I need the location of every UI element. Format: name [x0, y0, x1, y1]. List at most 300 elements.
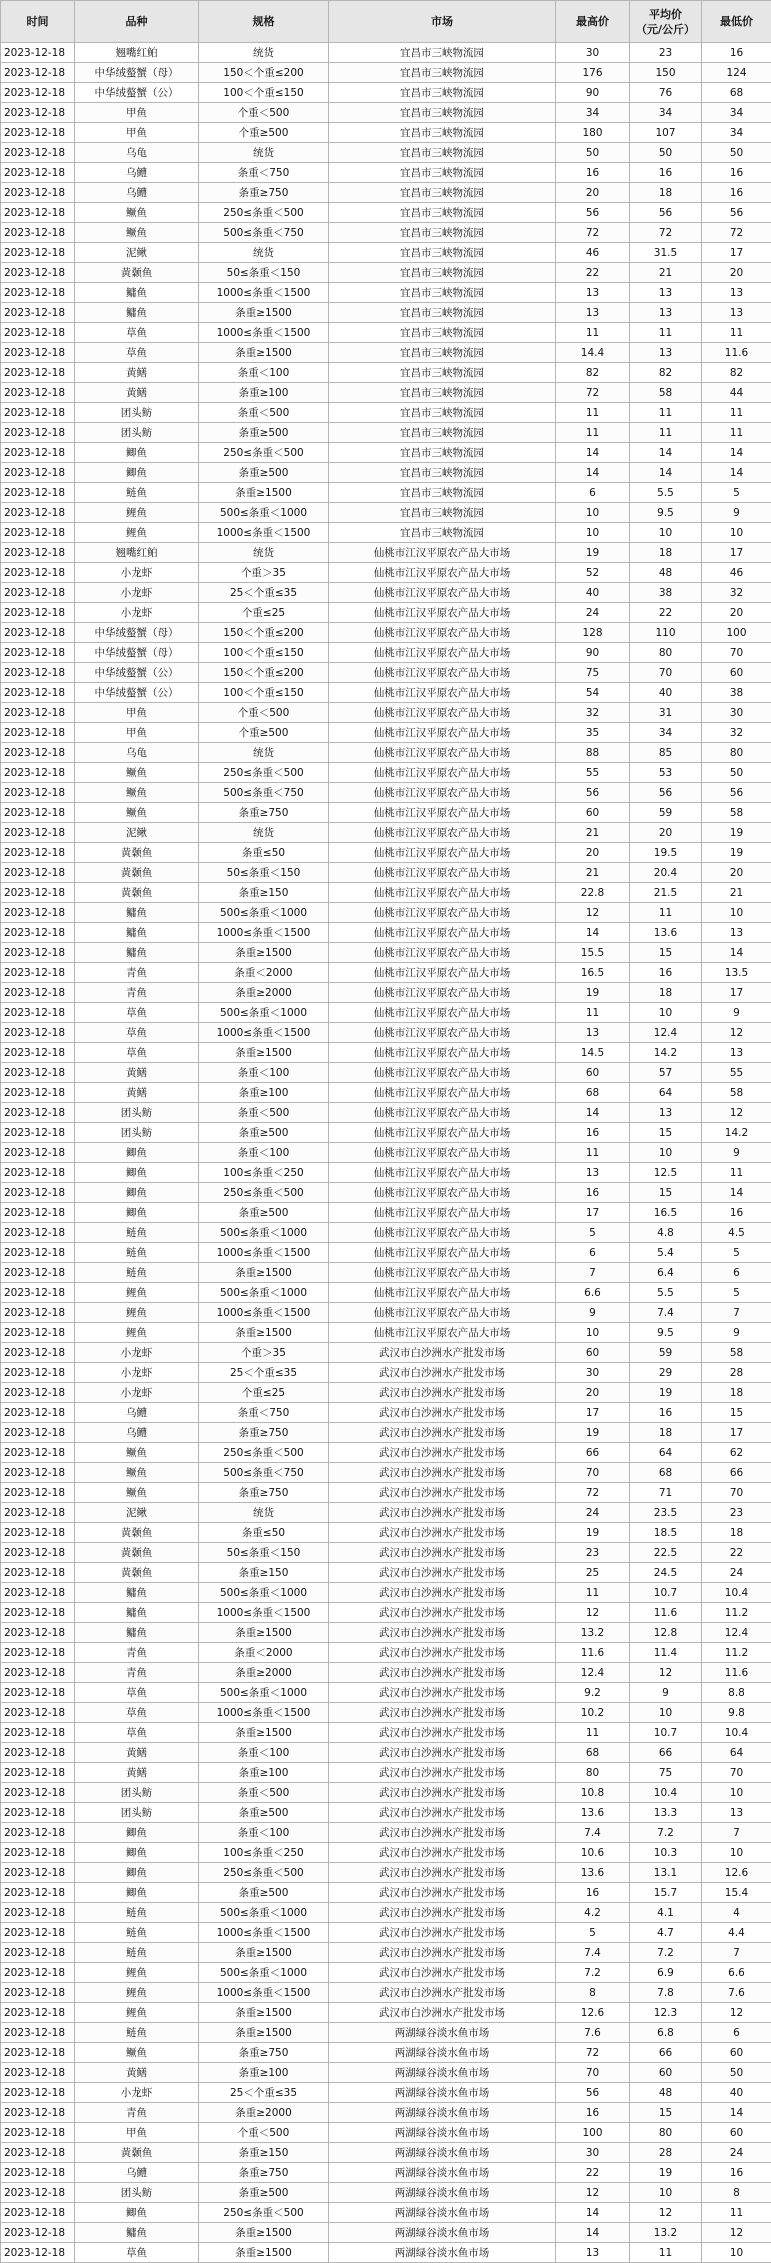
cell-spec: 500≤条重＜1000 — [199, 1963, 329, 1983]
cell-variety: 鳙鱼 — [75, 1603, 199, 1623]
cell-spec: 条重＜500 — [199, 1103, 329, 1123]
cell-min-price: 13 — [702, 283, 771, 303]
cell-min-price: 18 — [702, 1523, 771, 1543]
cell-market: 两湖绿谷淡水鱼市场 — [329, 2223, 556, 2243]
cell-time: 2023-12-18 — [1, 283, 75, 303]
table-row — [1, 1023, 771, 1043]
cell-time: 2023-12-18 — [1, 1843, 75, 1863]
cell-avg-price: 72 — [630, 223, 702, 243]
cell-avg-price: 23 — [630, 43, 702, 63]
cell-max-price: 82 — [556, 363, 630, 383]
cell-variety: 团头鲂 — [75, 2183, 199, 2203]
table-header — [1, 1, 771, 43]
cell-market: 仙桃市江汉平原农产品大市场 — [329, 1223, 556, 1243]
cell-time: 2023-12-18 — [1, 703, 75, 723]
cell-time: 2023-12-18 — [1, 1903, 75, 1923]
cell-max-price: 20 — [556, 183, 630, 203]
cell-variety: 甲鱼 — [75, 103, 199, 123]
cell-time: 2023-12-18 — [1, 1203, 75, 1223]
cell-min-price: 10 — [702, 1783, 771, 1803]
cell-max-price: 30 — [556, 43, 630, 63]
cell-max-price: 10.2 — [556, 1703, 630, 1723]
cell-avg-price: 11 — [630, 903, 702, 923]
cell-max-price: 10 — [556, 503, 630, 523]
cell-variety: 鲫鱼 — [75, 1183, 199, 1203]
cell-max-price: 52 — [556, 563, 630, 583]
cell-time: 2023-12-18 — [1, 543, 75, 563]
header-min-price: 最低价 — [702, 1, 771, 43]
table-row — [1, 1623, 771, 1643]
table-row — [1, 1143, 771, 1163]
cell-market: 宜昌市三峡物流园 — [329, 303, 556, 323]
table-row — [1, 43, 771, 63]
cell-variety: 鳜鱼 — [75, 2043, 199, 2063]
cell-min-price: 15.4 — [702, 1883, 771, 1903]
cell-time: 2023-12-18 — [1, 343, 75, 363]
table-row — [1, 1303, 771, 1323]
cell-avg-price: 6.4 — [630, 1263, 702, 1283]
cell-min-price: 13 — [702, 1043, 771, 1063]
table-row — [1, 1503, 771, 1523]
table-row — [1, 1283, 771, 1303]
table-row — [1, 903, 771, 923]
cell-max-price: 54 — [556, 683, 630, 703]
cell-spec: 个重≤25 — [199, 1383, 329, 1403]
cell-variety: 黄鳝 — [75, 383, 199, 403]
cell-time: 2023-12-18 — [1, 1283, 75, 1303]
cell-spec: 条重＜500 — [199, 1783, 329, 1803]
cell-variety: 草鱼 — [75, 1003, 199, 1023]
cell-max-price: 68 — [556, 1083, 630, 1103]
cell-min-price: 8 — [702, 2183, 771, 2203]
cell-market: 仙桃市江汉平原农产品大市场 — [329, 1123, 556, 1143]
cell-spec: 条重＜100 — [199, 1063, 329, 1083]
table-row — [1, 1943, 771, 1963]
table-row — [1, 1663, 771, 1683]
cell-max-price: 30 — [556, 2143, 630, 2163]
table-row — [1, 923, 771, 943]
table-row — [1, 1763, 771, 1783]
cell-time: 2023-12-18 — [1, 1323, 75, 1343]
cell-time: 2023-12-18 — [1, 263, 75, 283]
cell-min-price: 12 — [702, 2223, 771, 2243]
cell-avg-price: 76 — [630, 83, 702, 103]
cell-avg-price: 56 — [630, 783, 702, 803]
table-row — [1, 1583, 771, 1603]
cell-min-price: 5 — [702, 483, 771, 503]
cell-spec: 条重＜100 — [199, 363, 329, 383]
cell-spec: 条重≥1500 — [199, 2243, 329, 2263]
cell-variety: 青鱼 — [75, 1663, 199, 1683]
cell-spec: 条重≥1500 — [199, 1723, 329, 1743]
cell-time: 2023-12-18 — [1, 523, 75, 543]
cell-avg-price: 12.5 — [630, 1163, 702, 1183]
cell-spec: 条重≥1500 — [199, 1623, 329, 1643]
cell-variety: 黄鳝 — [75, 1063, 199, 1083]
cell-variety: 鲢鱼 — [75, 1903, 199, 1923]
cell-spec: 1000≤条重＜1500 — [199, 1603, 329, 1623]
cell-min-price: 7.6 — [702, 1983, 771, 2003]
cell-min-price: 60 — [702, 2123, 771, 2143]
cell-max-price: 9 — [556, 1303, 630, 1323]
cell-variety: 草鱼 — [75, 1043, 199, 1063]
cell-max-price: 16 — [556, 1123, 630, 1143]
cell-min-price: 70 — [702, 1763, 771, 1783]
cell-spec: 条重≥2000 — [199, 2103, 329, 2123]
cell-min-price: 38 — [702, 683, 771, 703]
cell-min-price: 82 — [702, 363, 771, 383]
cell-min-price: 11 — [702, 1163, 771, 1183]
cell-avg-price: 38 — [630, 583, 702, 603]
cell-max-price: 22.8 — [556, 883, 630, 903]
table-row — [1, 1203, 771, 1223]
table-row — [1, 763, 771, 783]
cell-min-price: 32 — [702, 723, 771, 743]
table-row — [1, 1723, 771, 1743]
cell-avg-price: 53 — [630, 763, 702, 783]
cell-spec: 条重＜750 — [199, 1403, 329, 1423]
cell-variety: 黄鳝 — [75, 2063, 199, 2083]
cell-time: 2023-12-18 — [1, 623, 75, 643]
cell-variety: 鳜鱼 — [75, 783, 199, 803]
cell-spec: 条重≥100 — [199, 383, 329, 403]
cell-spec: 条重≥500 — [199, 1803, 329, 1823]
cell-spec: 1000≤条重＜1500 — [199, 1243, 329, 1263]
cell-variety: 鲢鱼 — [75, 1923, 199, 1943]
cell-time: 2023-12-18 — [1, 2123, 75, 2143]
cell-variety: 鲫鱼 — [75, 463, 199, 483]
cell-min-price: 44 — [702, 383, 771, 403]
cell-avg-price: 18.5 — [630, 1523, 702, 1543]
cell-time: 2023-12-18 — [1, 1403, 75, 1423]
cell-time: 2023-12-18 — [1, 1543, 75, 1563]
cell-time: 2023-12-18 — [1, 1643, 75, 1663]
table-row — [1, 1403, 771, 1423]
cell-market: 武汉市白沙洲水产批发市场 — [329, 1543, 556, 1563]
cell-avg-price: 10.7 — [630, 1723, 702, 1743]
cell-spec: 500≤条重＜1000 — [199, 1283, 329, 1303]
cell-spec: 500≤条重＜750 — [199, 1463, 329, 1483]
cell-variety: 黄颡鱼 — [75, 263, 199, 283]
cell-market: 宜昌市三峡物流园 — [329, 103, 556, 123]
table-row — [1, 563, 771, 583]
cell-time: 2023-12-18 — [1, 123, 75, 143]
cell-min-price: 40 — [702, 2083, 771, 2103]
cell-market: 武汉市白沙洲水产批发市场 — [329, 1963, 556, 1983]
cell-spec: 个重≤25 — [199, 603, 329, 623]
cell-time: 2023-12-18 — [1, 103, 75, 123]
cell-avg-price: 57 — [630, 1063, 702, 1083]
cell-min-price: 12.4 — [702, 1623, 771, 1643]
cell-time: 2023-12-18 — [1, 1883, 75, 1903]
cell-time: 2023-12-18 — [1, 643, 75, 663]
cell-market: 武汉市白沙洲水产批发市场 — [329, 1723, 556, 1743]
cell-variety: 乌鳢 — [75, 1403, 199, 1423]
cell-spec: 统货 — [199, 743, 329, 763]
cell-market: 仙桃市江汉平原农产品大市场 — [329, 743, 556, 763]
cell-max-price: 17 — [556, 1403, 630, 1423]
table-row — [1, 1363, 771, 1383]
cell-market: 仙桃市江汉平原农产品大市场 — [329, 763, 556, 783]
cell-market: 武汉市白沙洲水产批发市场 — [329, 1423, 556, 1443]
cell-avg-price: 11 — [630, 323, 702, 343]
cell-market: 仙桃市江汉平原农产品大市场 — [329, 1043, 556, 1063]
cell-avg-price: 13 — [630, 303, 702, 323]
table-row — [1, 623, 771, 643]
cell-time: 2023-12-18 — [1, 203, 75, 223]
cell-time: 2023-12-18 — [1, 363, 75, 383]
header-avg-price — [630, 1, 702, 43]
cell-avg-price: 13 — [630, 283, 702, 303]
table-row — [1, 1823, 771, 1843]
cell-max-price: 14 — [556, 2223, 630, 2243]
cell-min-price: 22 — [702, 1543, 771, 1563]
cell-market: 宜昌市三峡物流园 — [329, 443, 556, 463]
cell-spec: 条重≥1500 — [199, 2023, 329, 2043]
cell-variety: 草鱼 — [75, 1703, 199, 1723]
cell-max-price: 70 — [556, 2063, 630, 2083]
cell-min-price: 70 — [702, 643, 771, 663]
cell-max-price: 60 — [556, 1343, 630, 1363]
table-row — [1, 203, 771, 223]
cell-market: 武汉市白沙洲水产批发市场 — [329, 1383, 556, 1403]
cell-spec: 150＜个重≤200 — [199, 623, 329, 643]
cell-time: 2023-12-18 — [1, 1723, 75, 1743]
cell-avg-price: 10.4 — [630, 1783, 702, 1803]
cell-avg-price: 7.4 — [630, 1303, 702, 1323]
table-row — [1, 483, 771, 503]
cell-time: 2023-12-18 — [1, 1463, 75, 1483]
cell-avg-price: 60 — [630, 2063, 702, 2083]
cell-market: 两湖绿谷淡水鱼市场 — [329, 2243, 556, 2263]
cell-avg-price: 59 — [630, 803, 702, 823]
table-row — [1, 663, 771, 683]
cell-spec: 条重＜100 — [199, 1143, 329, 1163]
cell-time: 2023-12-18 — [1, 1303, 75, 1323]
header-row — [1, 1, 771, 43]
cell-spec: 条重≥750 — [199, 2043, 329, 2063]
cell-avg-price: 15 — [630, 943, 702, 963]
table-row — [1, 323, 771, 343]
cell-min-price: 14 — [702, 943, 771, 963]
cell-variety: 甲鱼 — [75, 723, 199, 743]
cell-variety: 泥鳅 — [75, 823, 199, 843]
cell-spec: 条重≥1500 — [199, 343, 329, 363]
cell-variety: 草鱼 — [75, 343, 199, 363]
cell-variety: 鲤鱼 — [75, 2003, 199, 2023]
cell-time: 2023-12-18 — [1, 563, 75, 583]
cell-avg-price: 66 — [630, 1743, 702, 1763]
cell-spec: 个重＜500 — [199, 703, 329, 723]
cell-spec: 100＜个重≤150 — [199, 83, 329, 103]
cell-max-price: 13 — [556, 1163, 630, 1183]
cell-avg-price: 21.5 — [630, 883, 702, 903]
table-row — [1, 103, 771, 123]
table-row — [1, 1563, 771, 1583]
cell-min-price: 58 — [702, 803, 771, 823]
cell-variety: 乌鳢 — [75, 1423, 199, 1443]
cell-max-price: 5 — [556, 1923, 630, 1943]
table-row — [1, 1603, 771, 1623]
table-row — [1, 1163, 771, 1183]
cell-avg-price: 4.1 — [630, 1903, 702, 1923]
cell-min-price: 72 — [702, 223, 771, 243]
cell-spec: 条重＜2000 — [199, 1643, 329, 1663]
cell-time: 2023-12-18 — [1, 83, 75, 103]
cell-variety: 鲫鱼 — [75, 1823, 199, 1843]
cell-max-price: 35 — [556, 723, 630, 743]
cell-spec: 条重≥750 — [199, 183, 329, 203]
cell-max-price: 22 — [556, 263, 630, 283]
cell-min-price: 20 — [702, 863, 771, 883]
cell-min-price: 16 — [702, 2163, 771, 2183]
table-row — [1, 1083, 771, 1103]
cell-spec: 统货 — [199, 143, 329, 163]
table-row — [1, 783, 771, 803]
cell-max-price: 19 — [556, 1423, 630, 1443]
cell-max-price: 4.2 — [556, 1903, 630, 1923]
cell-spec: 250≤条重＜500 — [199, 1863, 329, 1883]
cell-market: 仙桃市江汉平原农产品大市场 — [329, 1183, 556, 1203]
cell-min-price: 20 — [702, 263, 771, 283]
cell-market: 武汉市白沙洲水产批发市场 — [329, 1403, 556, 1423]
cell-max-price: 128 — [556, 623, 630, 643]
cell-market: 仙桃市江汉平原农产品大市场 — [329, 803, 556, 823]
table-row — [1, 743, 771, 763]
cell-variety: 青鱼 — [75, 963, 199, 983]
cell-spec: 1000≤条重＜1500 — [199, 523, 329, 543]
table-row — [1, 1543, 771, 1563]
cell-time: 2023-12-18 — [1, 1043, 75, 1063]
cell-spec: 个重＜500 — [199, 2123, 329, 2143]
cell-avg-price: 59 — [630, 1343, 702, 1363]
cell-max-price: 34 — [556, 103, 630, 123]
cell-market: 宜昌市三峡物流园 — [329, 283, 556, 303]
cell-variety: 乌鳢 — [75, 163, 199, 183]
cell-min-price: 14 — [702, 443, 771, 463]
cell-max-price: 22 — [556, 2163, 630, 2183]
cell-min-price: 19 — [702, 823, 771, 843]
cell-time: 2023-12-18 — [1, 1563, 75, 1583]
cell-market: 武汉市白沙洲水产批发市场 — [329, 1683, 556, 1703]
cell-market: 两湖绿谷淡水鱼市场 — [329, 2183, 556, 2203]
cell-time: 2023-12-18 — [1, 1483, 75, 1503]
cell-variety: 小龙虾 — [75, 1343, 199, 1363]
cell-avg-price: 7.8 — [630, 1983, 702, 2003]
cell-market: 宜昌市三峡物流园 — [329, 523, 556, 543]
table-row — [1, 1983, 771, 2003]
cell-min-price: 58 — [702, 1343, 771, 1363]
cell-variety: 泥鳅 — [75, 243, 199, 263]
cell-variety: 鳙鱼 — [75, 303, 199, 323]
cell-market: 宜昌市三峡物流园 — [329, 383, 556, 403]
cell-market: 宜昌市三峡物流园 — [329, 83, 556, 103]
cell-market: 武汉市白沙洲水产批发市场 — [329, 1923, 556, 1943]
cell-max-price: 11.6 — [556, 1643, 630, 1663]
cell-market: 宜昌市三峡物流园 — [329, 263, 556, 283]
cell-min-price: 10 — [702, 1843, 771, 1863]
cell-market: 仙桃市江汉平原农产品大市场 — [329, 843, 556, 863]
table-row — [1, 643, 771, 663]
cell-spec: 500≤条重＜1000 — [199, 1903, 329, 1923]
table-row — [1, 2103, 771, 2123]
cell-min-price: 11.2 — [702, 1643, 771, 1663]
cell-min-price: 17 — [702, 543, 771, 563]
cell-spec: 条重≥750 — [199, 2163, 329, 2183]
cell-avg-price: 22.5 — [630, 1543, 702, 1563]
cell-avg-price: 16 — [630, 1403, 702, 1423]
cell-variety: 鳜鱼 — [75, 203, 199, 223]
table-row — [1, 1703, 771, 1723]
cell-max-price: 13.6 — [556, 1863, 630, 1883]
table-row — [1, 2023, 771, 2043]
cell-variety: 鳙鱼 — [75, 283, 199, 303]
cell-max-price: 88 — [556, 743, 630, 763]
cell-spec: 条重≥1500 — [199, 2003, 329, 2023]
cell-variety: 乌龟 — [75, 743, 199, 763]
cell-avg-price: 16 — [630, 163, 702, 183]
cell-spec: 条重≥1500 — [199, 1263, 329, 1283]
cell-spec: 500≤条重＜1000 — [199, 503, 329, 523]
cell-time: 2023-12-18 — [1, 1863, 75, 1883]
cell-spec: 1000≤条重＜1500 — [199, 323, 329, 343]
cell-variety: 草鱼 — [75, 1723, 199, 1743]
cell-time: 2023-12-18 — [1, 243, 75, 263]
cell-market: 仙桃市江汉平原农产品大市场 — [329, 1163, 556, 1183]
cell-min-price: 4.4 — [702, 1923, 771, 1943]
cell-min-price: 7 — [702, 1823, 771, 1843]
cell-max-price: 16.5 — [556, 963, 630, 983]
cell-max-price: 56 — [556, 203, 630, 223]
cell-variety: 青鱼 — [75, 2103, 199, 2123]
cell-variety: 鲤鱼 — [75, 1963, 199, 1983]
cell-max-price: 16 — [556, 1183, 630, 1203]
cell-market: 宜昌市三峡物流园 — [329, 243, 556, 263]
cell-spec: 条重≥100 — [199, 2063, 329, 2083]
cell-time: 2023-12-18 — [1, 1383, 75, 1403]
cell-avg-price: 18 — [630, 1423, 702, 1443]
cell-market: 仙桃市江汉平原农产品大市场 — [329, 1283, 556, 1303]
cell-min-price: 30 — [702, 703, 771, 723]
cell-min-price: 12 — [702, 1023, 771, 1043]
cell-variety: 鳜鱼 — [75, 803, 199, 823]
cell-avg-price: 12.4 — [630, 1023, 702, 1043]
table-row — [1, 1883, 771, 1903]
cell-min-price: 7 — [702, 1943, 771, 1963]
cell-min-price: 17 — [702, 983, 771, 1003]
cell-min-price: 124 — [702, 63, 771, 83]
cell-variety: 乌龟 — [75, 143, 199, 163]
cell-market: 仙桃市江汉平原农产品大市场 — [329, 1203, 556, 1223]
table-row — [1, 703, 771, 723]
cell-market: 宜昌市三峡物流园 — [329, 343, 556, 363]
table-row — [1, 1063, 771, 1083]
table-body — [1, 43, 771, 2263]
table-row — [1, 683, 771, 703]
cell-max-price: 72 — [556, 1483, 630, 1503]
cell-variety: 黄颡鱼 — [75, 843, 199, 863]
cell-variety: 鳜鱼 — [75, 1463, 199, 1483]
cell-time: 2023-12-18 — [1, 463, 75, 483]
cell-variety: 小龙虾 — [75, 1363, 199, 1383]
cell-market: 仙桃市江汉平原农产品大市场 — [329, 1023, 556, 1043]
header-avg-label: 平均价 — [632, 7, 699, 22]
cell-variety: 黄颡鱼 — [75, 883, 199, 903]
cell-market: 仙桃市江汉平原农产品大市场 — [329, 643, 556, 663]
cell-avg-price: 10 — [630, 1703, 702, 1723]
cell-avg-price: 19 — [630, 2163, 702, 2183]
cell-time: 2023-12-18 — [1, 803, 75, 823]
